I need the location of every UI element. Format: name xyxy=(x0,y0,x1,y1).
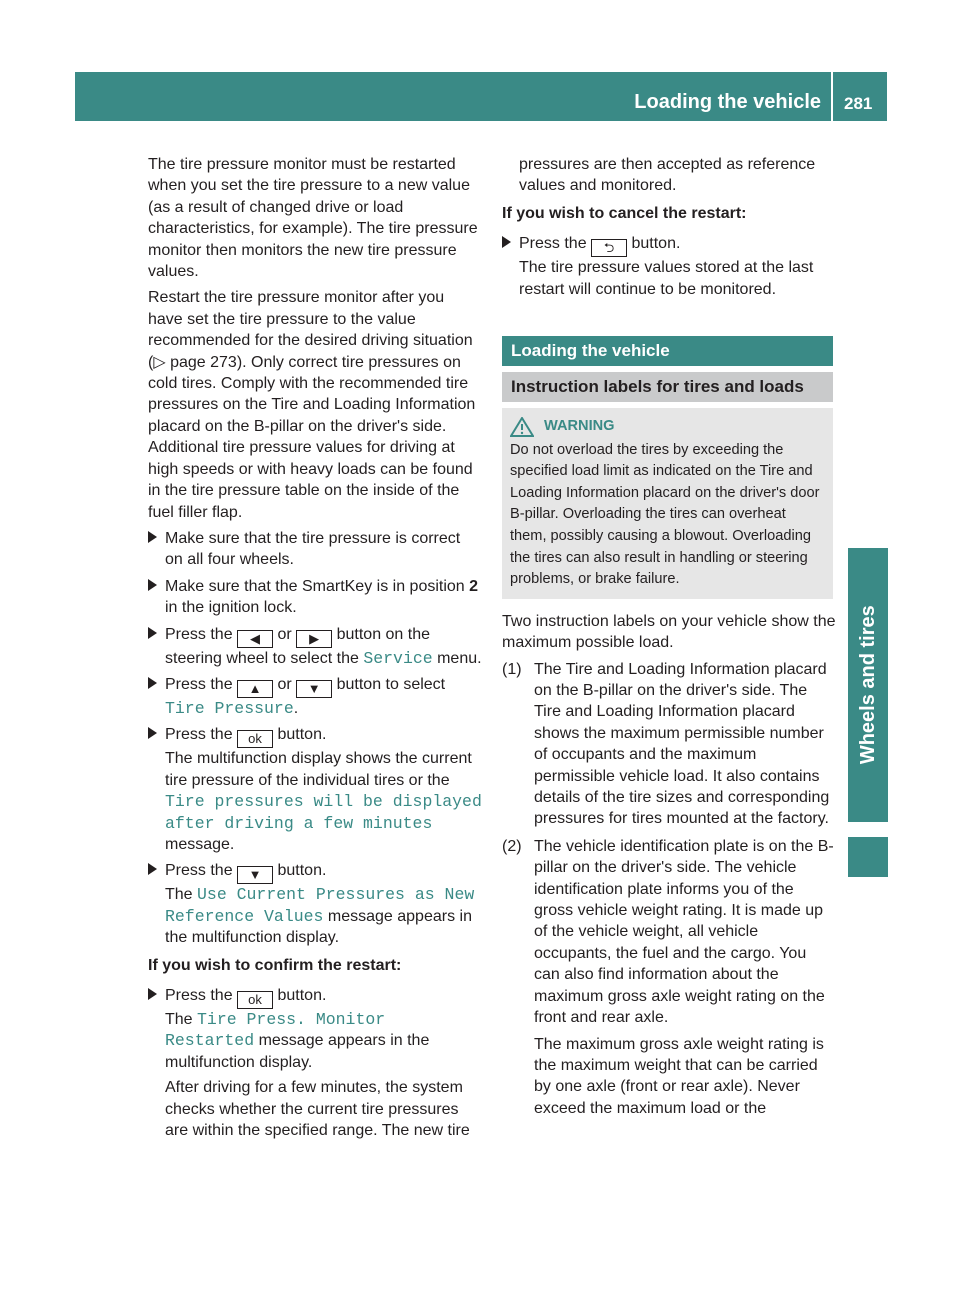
paragraph: pressures are then accepted as reference values and monitored. xyxy=(519,156,816,195)
paragraph: The tire pressure monitor must be restarted when you set the tire pressure to a new value (as a result of changed drive or load characteristics, for example). The tire pressure monitor then monitors the new tire pressure values. xyxy=(148,156,478,281)
side-tab-label: Wheels and tires xyxy=(856,605,879,765)
right-arrow-key-icon: ▶ xyxy=(296,630,332,648)
warning-text: Do not overload the tires by exceeding the specified load limit as indicated on the Tire and Loading Information placard on the driver's door B-pillar. Overloading the tires can overheat them, possibly causing a blowout. Overloading the tires can also result in handling or steering problems, or brake failure. xyxy=(510,441,820,588)
page-number: 281 xyxy=(844,94,873,113)
instruction-step xyxy=(148,674,482,719)
subsection-heading: Instruction labels for tires and loads xyxy=(502,372,833,402)
step-text: Press the ▼ button. xyxy=(165,862,327,883)
ok-key-icon: ok xyxy=(237,991,273,1009)
step-text: Press the ◀ or ▶ button on the steering wheel to select the Service menu. xyxy=(165,625,482,668)
step-result: The tire pressure values stored at the last restart will continue to be monitored. xyxy=(519,259,814,298)
display-text: Tire Pressure xyxy=(165,698,294,718)
page-header xyxy=(75,72,887,121)
instruction-step xyxy=(148,576,482,619)
side-tab-marker xyxy=(848,837,888,877)
side-tab-label-wrap xyxy=(848,548,888,822)
warning-title: WARNING xyxy=(544,418,615,435)
ok-key-icon: ok xyxy=(237,730,273,748)
down-arrow-key-icon: ▼ xyxy=(296,680,332,698)
list-number: (2) xyxy=(502,837,522,855)
left-column xyxy=(148,154,482,1146)
step-result: The multifunction display shows the current tire pressure of the individual tires or the Tire pressures will be displayed after driving a few minutes message. xyxy=(165,750,482,853)
subheading: If you wish to confirm the restart: xyxy=(148,956,402,974)
step-result: The Tire Press. Monitor Restarted message appears in the multifunction display. xyxy=(165,1010,430,1071)
display-text: Use Current Pressures as New Reference Values xyxy=(165,885,475,926)
arrow-bullet-icon xyxy=(148,677,157,689)
instruction-step xyxy=(148,985,482,1141)
up-arrow-key-icon: ▲ xyxy=(237,680,273,698)
paragraph: Two instruction labels on your vehicle show the maximum possible load. xyxy=(502,612,836,652)
right-column xyxy=(502,154,836,1125)
step-result: After driving for a few minutes, the system checks whether the current tire pressures are within the specified range. The new tire xyxy=(165,1079,470,1140)
display-text: Tire Press. Monitor Restarted xyxy=(165,1010,386,1051)
down-arrow-key-icon: ▼ xyxy=(237,866,273,884)
left-arrow-key-icon: ◀ xyxy=(237,630,273,648)
arrow-bullet-icon xyxy=(148,627,157,639)
warning-triangle-icon xyxy=(510,417,534,437)
instruction-step xyxy=(148,860,482,948)
step-text: Press the ok button. xyxy=(165,726,327,747)
list-item xyxy=(502,836,836,1119)
step-text: Make sure that the tire pressure is correct on all four wheels. xyxy=(165,529,461,569)
display-text: Tire pressures will be displayed after driving a few minutes xyxy=(165,792,482,833)
step-text: Press the ⮌ button. xyxy=(519,235,681,256)
display-text: Service xyxy=(363,648,433,668)
list-number: (1) xyxy=(502,660,522,678)
warning-header xyxy=(510,416,825,438)
subheading: If you wish to cancel the restart: xyxy=(502,204,747,222)
arrow-bullet-icon xyxy=(148,988,157,1000)
arrow-bullet-icon xyxy=(148,863,157,875)
arrow-bullet-icon xyxy=(148,579,157,591)
arrow-bullet-icon xyxy=(502,236,511,248)
step-text: Press the ok button. xyxy=(165,987,327,1007)
instruction-step xyxy=(148,624,482,669)
instruction-step xyxy=(502,233,836,300)
arrow-bullet-icon xyxy=(148,727,157,739)
list-text: The vehicle identification plate is on the B-pillar on the driver's side. The vehicle identification plate informs you of the gross vehicle weight rating. It is made up of the vehicle weight, all vehicle occupants, the fuel and the cargo. You can also find information about the maximum gross axle weight rating on the front and rear axle. xyxy=(534,837,834,1027)
step-result: The Use Current Pressures as New Reference Values message appears in the multifunction display. xyxy=(165,885,475,947)
header-divider xyxy=(831,72,833,121)
instruction-step xyxy=(148,528,482,571)
instruction-step xyxy=(148,724,482,855)
paragraph: Restart the tire pressure monitor after you have set the tire pressure to the value recommended for the desired driving situation (▷ page 273). Only correct tire pressures on cold tires. Comply with the recommended tire pressures on the Tire and Loading Information placard on the B-pillar on the driver's side. Additional tire pressure values for driving at high speeds or with heavy loads can be found in the tire pressure table on the inside of the fuel filler flap. xyxy=(148,289,476,521)
warning-box xyxy=(502,408,833,599)
list-text: The Tire and Loading Information placard on the B-pillar on the driver's side. The Tire and Loading Information placard shows the maximum permissible number of occupants and the maximum permissible vehicle load. It also contains details of the tire sizes and corresponding pressures for tires mounted at the factory. xyxy=(534,660,830,828)
step-text: Make sure that the SmartKey is in position 2 in the ignition lock. xyxy=(165,577,479,617)
step-text: Press the ▲ or ▼ button to select Tire Pressure. xyxy=(165,675,446,718)
list-text: The maximum gross axle weight rating is the maximum weight that can be carried by one axle (front or rear axle). Never exceed the maximum load or the xyxy=(534,1035,824,1117)
chapter-title: Loading the vehicle xyxy=(634,91,821,113)
arrow-bullet-icon xyxy=(148,531,157,543)
list-item xyxy=(502,659,836,830)
section-heading: Loading the vehicle xyxy=(502,336,833,366)
back-key-icon: ⮌ xyxy=(591,239,627,257)
